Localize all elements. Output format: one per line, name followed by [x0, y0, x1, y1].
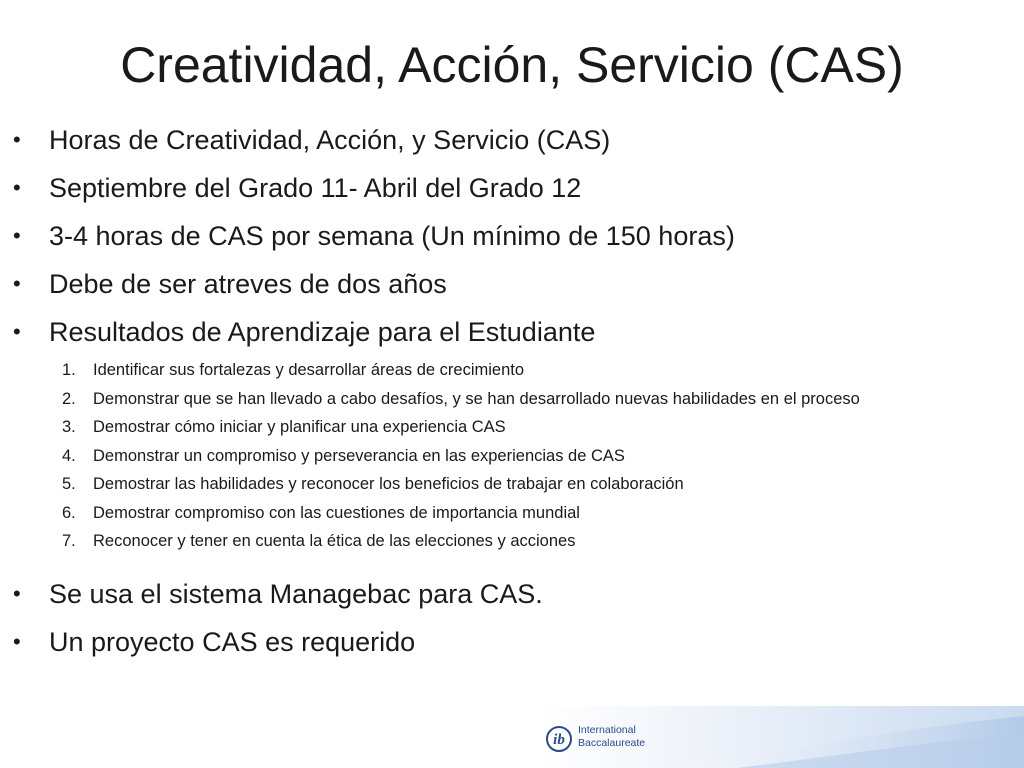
svg-text:ib: ib [553, 732, 565, 748]
outcome-item [0, 413, 1024, 442]
outcome-text: Demonstrar un compromiso y perseverancia en las experiencias de CAS [93, 446, 625, 465]
outcome-text: Demostrar cómo iniciar y planificar una experiencia CAS [93, 418, 506, 436]
bullet-item [0, 260, 1024, 308]
outcome-text: Identificar sus fortalezas y desarrollar áreas de crecimiento [93, 361, 525, 379]
bullet-icon: • [13, 127, 21, 152]
bullet-icon: • [13, 319, 21, 344]
bullet-icon: • [13, 271, 21, 296]
bullet-icon: • [13, 175, 21, 200]
outcome-item [0, 470, 1024, 499]
ib-logo-line1: International [578, 724, 636, 736]
outcome-number: 6. [62, 503, 76, 522]
outcome-item [0, 442, 1024, 471]
ib-logo-wordmark [578, 724, 645, 750]
outcome-text: Reconocer y tener en cuenta la ética de las elecciones y acciones [93, 532, 576, 550]
outcome-number: 2. [62, 389, 76, 408]
ib-logo-icon [547, 727, 571, 751]
bullet-item [0, 570, 1024, 618]
outcome-text: Demostrar compromiso con las cuestiones de importancia mundial [93, 503, 580, 522]
bullet-text: Debe de ser atreves de dos años [49, 269, 447, 299]
bullet-text: Septiembre del Grado 11- Abril del Grado 12 [49, 173, 582, 203]
outcome-item [0, 499, 1024, 528]
outcome-number: 7. [62, 532, 76, 550]
outcome-number: 3. [62, 418, 76, 436]
outcomes-list [0, 356, 1024, 556]
bullet-text: 3-4 horas de CAS por semana (Un mínimo de 150 horas) [49, 221, 735, 251]
bullet-icon: • [13, 580, 21, 606]
outcome-item [0, 356, 1024, 385]
bullet-text: Se usa el sistema Managebac para CAS. [49, 578, 543, 609]
bullet-item [0, 308, 1024, 356]
bullet-item [0, 212, 1024, 260]
ib-logo-line2: Baccalaureate [578, 737, 646, 749]
bullet-text: Un proyecto CAS es requerido [49, 626, 416, 657]
outcome-number: 1. [62, 361, 76, 379]
outcome-text: Demonstrar que se han llevado a cabo desafíos, y se han desarrollado nuevas habilidades en el proceso [93, 389, 860, 408]
outcome-item [0, 527, 1024, 556]
outcome-item [0, 385, 1024, 414]
slide-title: Creatividad, Acción, Servicio (CAS) [120, 37, 904, 93]
outcome-text: Demostrar las habilidades y reconocer los beneficios de trabajar en colaboración [93, 475, 684, 493]
bullet-text: Horas de Creatividad, Acción, y Servicio (CAS) [49, 125, 611, 155]
bullet-item [0, 116, 1024, 164]
bullet-icon: • [13, 628, 21, 654]
bullet-icon: • [13, 223, 21, 248]
bullet-item [0, 164, 1024, 212]
bullet-item [0, 618, 1024, 666]
list-spacer [0, 556, 1024, 570]
outcomes-container [0, 356, 1024, 570]
bullet-text: Resultados de Aprendizaje para el Estudiante [49, 317, 596, 347]
outcome-number: 5. [62, 475, 76, 493]
outcome-number: 4. [62, 446, 76, 465]
bullet-list [0, 116, 1024, 666]
